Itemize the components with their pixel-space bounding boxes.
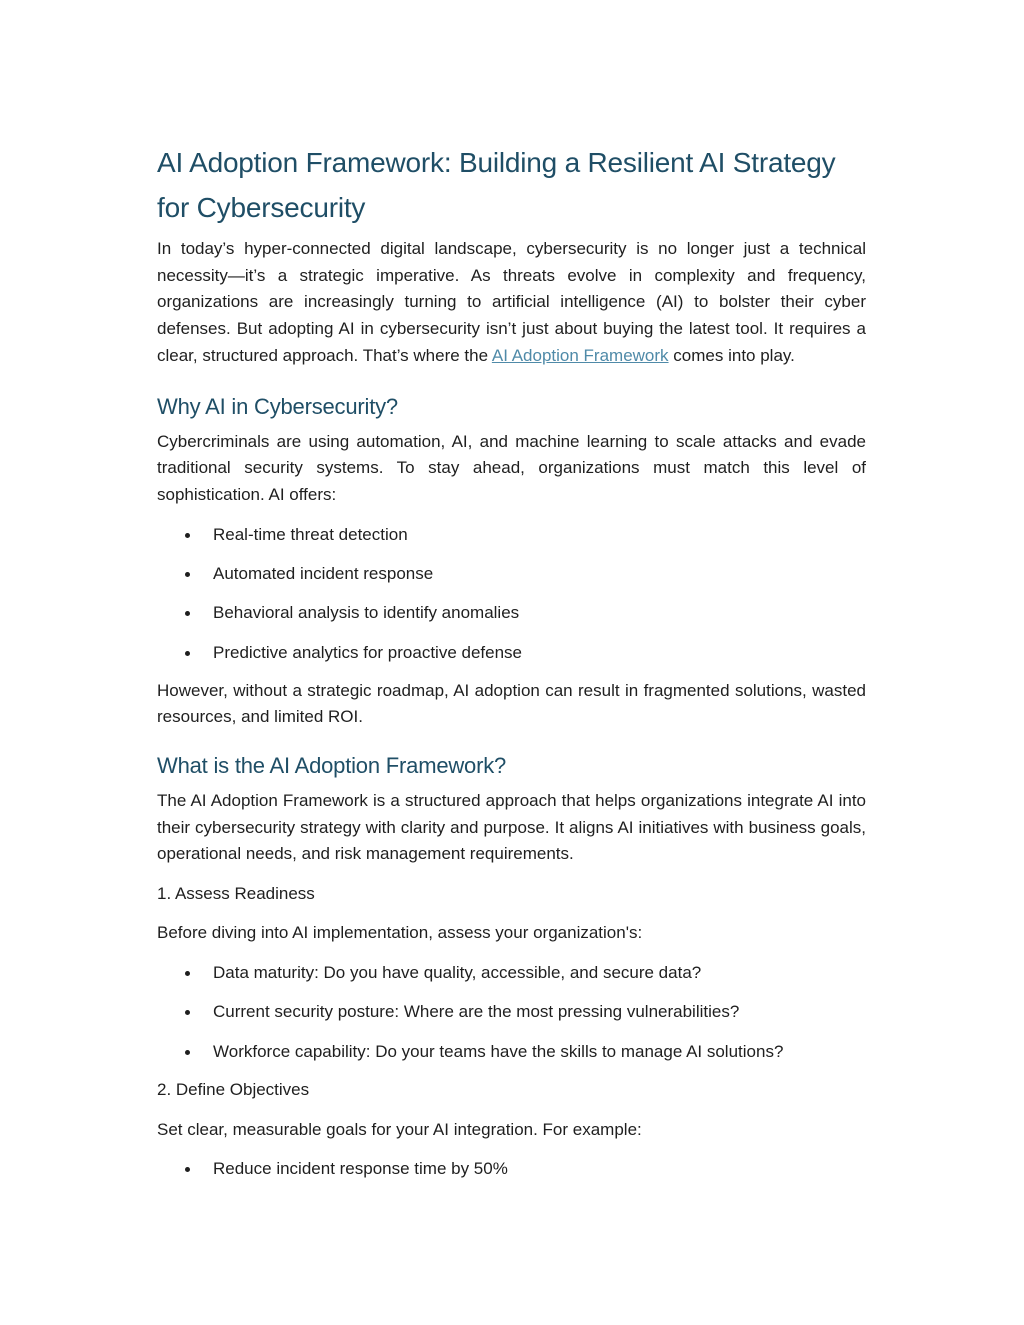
readiness-list <box>157 960 866 1065</box>
step2-title: 2. Define Objectives <box>157 1080 310 1100</box>
bullet-icon <box>185 651 190 656</box>
list-item <box>157 640 866 666</box>
step1-title: 1. Assess Readiness <box>157 884 315 904</box>
list-item <box>157 999 866 1025</box>
bullet-icon <box>185 533 190 538</box>
intro-text: In today’s hyper-connected digital landscape, cybersecurity is no longer just a technical necessity—it’s a strategic imperative. As threats evolve in complexity and frequency, organizations are increasingly turning to artificial intelligence (AI) to bolster their cyber defenses. But adopting AI in cybersecurity isn’t just about buying the latest tool. It requires a clear, structured approach. That’s where the <box>157 239 866 365</box>
bullet-icon <box>185 1050 190 1055</box>
list-item-text: Data maturity: Do you have quality, accessible, and secure data? <box>213 963 702 983</box>
list-item-text: Current security posture: Where are the most pressing vulnerabilities? <box>213 1002 740 1022</box>
why-ai-paragraph: Cybercriminals are using automation, AI, and machine learning to scale attacks and evade traditional security systems. To stay ahead, organizations must match this level of sophistication. AI offers: <box>157 431 866 504</box>
framework-heading: What is the AI Adoption Framework? <box>157 752 507 778</box>
list-item <box>157 960 866 986</box>
ai-adoption-framework-link[interactable]: AI Adoption Framework <box>491 345 669 365</box>
list-item-text: Predictive analytics for proactive defense <box>213 642 522 662</box>
intro-text-end: comes into play. <box>673 345 795 365</box>
list-item <box>157 600 866 626</box>
document-body <box>157 140 866 1182</box>
list-item-text: Automated incident response <box>213 563 434 583</box>
why-ai-closing: However, without a strategic roadmap, AI adoption can result in fragmented solutions, wasted resources, and limited ROI. <box>157 680 866 727</box>
bullet-icon <box>185 1010 190 1015</box>
list-item <box>157 561 866 587</box>
framework-paragraph: The AI Adoption Framework is a structured approach that helps organizations integrate AI into their cybersecurity strategy with clarity and purpose. It aligns AI initiatives with business goals, operational needs, and risk management requirements. <box>157 790 866 864</box>
bullet-icon <box>185 572 190 577</box>
list-item <box>157 1039 866 1065</box>
list-item-text: Behavioral analysis to identify anomalies <box>213 603 520 623</box>
objectives-list <box>157 1156 866 1182</box>
bullet-icon <box>185 1167 190 1172</box>
why-ai-heading: Why AI in Cybersecurity? <box>157 393 398 419</box>
list-item-text: Reduce incident response time by 50% <box>213 1159 508 1179</box>
list-item <box>157 1156 866 1182</box>
list-item <box>157 522 866 548</box>
step1-intro: Before diving into AI implementation, assess your organization's: <box>157 923 643 943</box>
bullet-icon <box>185 611 190 616</box>
intro-paragraph <box>157 236 866 370</box>
document-title: AI Adoption Framework: Building a Resilient AI Strategy for Cybersecurity <box>157 147 836 223</box>
ai-offers-list <box>157 522 866 666</box>
bullet-icon <box>185 971 190 976</box>
list-item-text: Workforce capability: Do your teams have the skills to manage AI solutions? <box>213 1041 784 1061</box>
list-item-text: Real-time threat detection <box>213 524 408 544</box>
step2-intro: Set clear, measurable goals for your AI integration. For example: <box>157 1119 642 1139</box>
